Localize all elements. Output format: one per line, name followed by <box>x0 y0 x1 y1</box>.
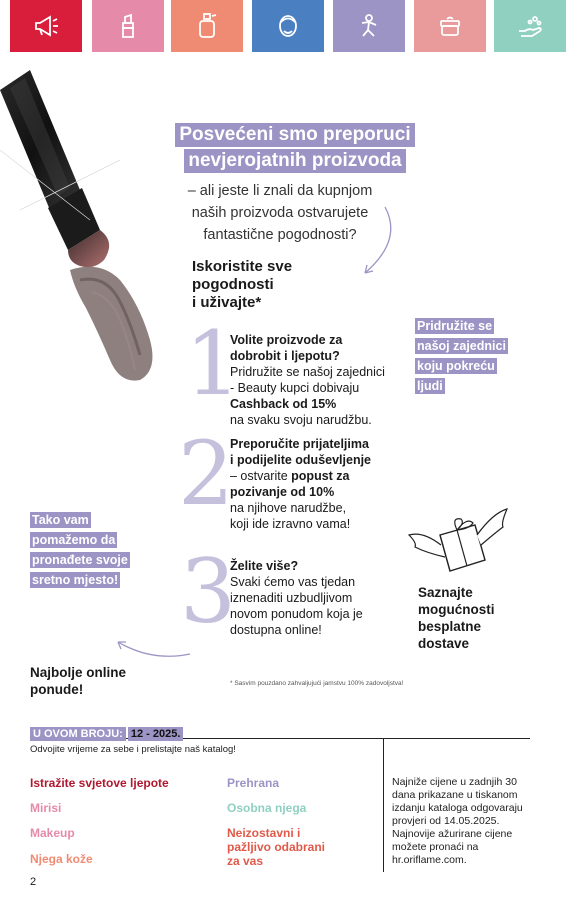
issue-number: 12 - 2025. <box>128 727 184 741</box>
step-1-text <box>230 332 400 428</box>
issue-tagline: Odvojite vrijeme za sebe i prelistajte naš katalog! <box>30 744 236 755</box>
category-link-makeup[interactable]: Makeup <box>30 826 75 840</box>
subheadline-line-1: – ali jeste li znali da kupnjom <box>187 183 373 199</box>
lipstick-icon <box>113 11 143 41</box>
tab-fragrance[interactable] <box>171 0 243 52</box>
curved-arrow-left-icon <box>112 632 192 662</box>
join-line-4: ljudi <box>417 379 443 393</box>
tab-wellness[interactable] <box>333 0 405 52</box>
flying-gift-icon <box>405 505 510 580</box>
step-3-line-1: Svaki ćemo vas tjedan <box>230 575 356 589</box>
step-2-line-1: – ostvarite <box>230 469 288 483</box>
online-offers-callout <box>30 664 126 698</box>
headline-line-2: nevjerojatnih proizvoda <box>184 149 405 173</box>
tab-campaign[interactable] <box>10 0 82 52</box>
join-callout <box>415 316 525 396</box>
shipping-callout <box>418 584 495 652</box>
subheadline-line-3: fantastične pogodnosti? <box>203 227 357 243</box>
page-number: 2 <box>30 876 37 888</box>
curved-arrow-icon <box>355 205 405 280</box>
step-3-title-1: Želite više? <box>230 559 299 573</box>
help-line-2: pomažemo da <box>32 533 116 547</box>
step-2-number: 2 <box>178 422 234 525</box>
online-line-1: Najbolje online <box>30 665 127 680</box>
step-3-line-3: novom ponudom koja je <box>230 607 363 621</box>
category-link-essentials[interactable]: Neizostavni i pažljivo odabrani za vas <box>227 826 326 868</box>
tab-skincare[interactable] <box>414 0 486 52</box>
step-1-title-1: Volite proizvode za <box>230 333 343 347</box>
shipping-line-3: besplatne <box>418 619 482 634</box>
step-1-title-2: dobrobit i ljepotu? <box>230 349 340 363</box>
join-line-3: koju pokreću <box>417 359 495 373</box>
headline-line-1: Posvećeni smo preporuci <box>175 123 414 147</box>
category-link-fragrance[interactable]: Mirisi <box>30 801 62 815</box>
step-2-title-1: Preporučite prijateljima <box>230 437 369 451</box>
category-link-beauty-worlds[interactable]: Istražite svjetove ljepote <box>30 776 169 790</box>
intro-line-3: i uživajte* <box>192 294 262 311</box>
footnote: * Sasvim pouzdano zahvaljujući jamstvu 100% zadovoljstva! <box>230 680 404 687</box>
join-line-1: Pridružite se <box>417 319 493 333</box>
help-callout <box>30 510 150 590</box>
category-link-nutrition[interactable]: Prehrana <box>227 776 280 790</box>
step-2-line-3: koji ide izravno vama! <box>230 517 351 531</box>
step-3-line-2: iznenaditi uzbudljivom <box>230 591 353 605</box>
step-2-bold-2: pozivanje od 10% <box>230 485 335 499</box>
step-2-title-2: i podijelite oduševljenje <box>230 453 372 467</box>
shipping-line-4: dostave <box>418 636 470 651</box>
step-1-line-1: Pridružite se našoj zajednici <box>230 365 385 379</box>
tab-men[interactable] <box>252 0 324 52</box>
perfume-icon <box>192 11 222 41</box>
step-3-number: 3 <box>180 540 236 643</box>
category-link-skincare[interactable]: Njega kože <box>30 852 93 866</box>
price-note: Najniže cijene u zadnjih 30 dana prikazane u tiskanom izdanju kataloga odgovaraju provjeri od 14.05.2025. Najnovije ažurirane cijene možete pronaći na hr.oriflame.com. <box>392 776 523 866</box>
tab-personal-care[interactable] <box>494 0 566 52</box>
join-line-2: našoj zajednici <box>417 339 506 353</box>
intro-line-1: Iskoristite sve <box>192 258 293 275</box>
help-line-1: Tako vam <box>32 513 89 527</box>
step-1-bold: Cashback od 15% <box>230 397 337 411</box>
tab-makeup[interactable] <box>92 0 164 52</box>
hand-care-icon <box>515 11 545 41</box>
cream-jar-icon <box>435 11 465 41</box>
megaphone-icon <box>31 11 61 41</box>
step-2-bold-1: popust za <box>291 469 350 483</box>
step-2-line-2: na njihove narudžbe, <box>230 501 347 515</box>
intro-heading <box>192 258 322 312</box>
online-line-2: ponude! <box>30 682 84 697</box>
step-1-line-3: na svaku svoju narudžbu. <box>230 413 372 427</box>
intro-line-2: pogodnosti <box>192 276 274 293</box>
step-1-line-2: - Beauty kupci dobivaju <box>230 381 360 395</box>
step-1-number: 1 <box>185 312 241 415</box>
step-3-line-4: dostupna online! <box>230 623 322 637</box>
help-line-4: sretno mjesto! <box>32 573 119 587</box>
help-line-3: pronađete svoje <box>32 553 128 567</box>
step-3-text <box>230 558 400 638</box>
headline <box>160 122 430 174</box>
category-link-personal-care[interactable]: Osobna njega <box>227 801 307 815</box>
issue-bar <box>30 724 530 739</box>
subheadline-line-2: naših proizvoda ostvarujete <box>191 205 369 221</box>
step-2-text <box>230 436 400 532</box>
shipping-line-1: Saznajte <box>418 585 473 600</box>
divider <box>383 738 384 872</box>
body-care-icon <box>354 11 384 41</box>
man-face-icon <box>273 11 303 41</box>
issue-label: U OVOM BROJU: <box>30 727 126 741</box>
shipping-line-2: mogućnosti <box>418 602 495 617</box>
